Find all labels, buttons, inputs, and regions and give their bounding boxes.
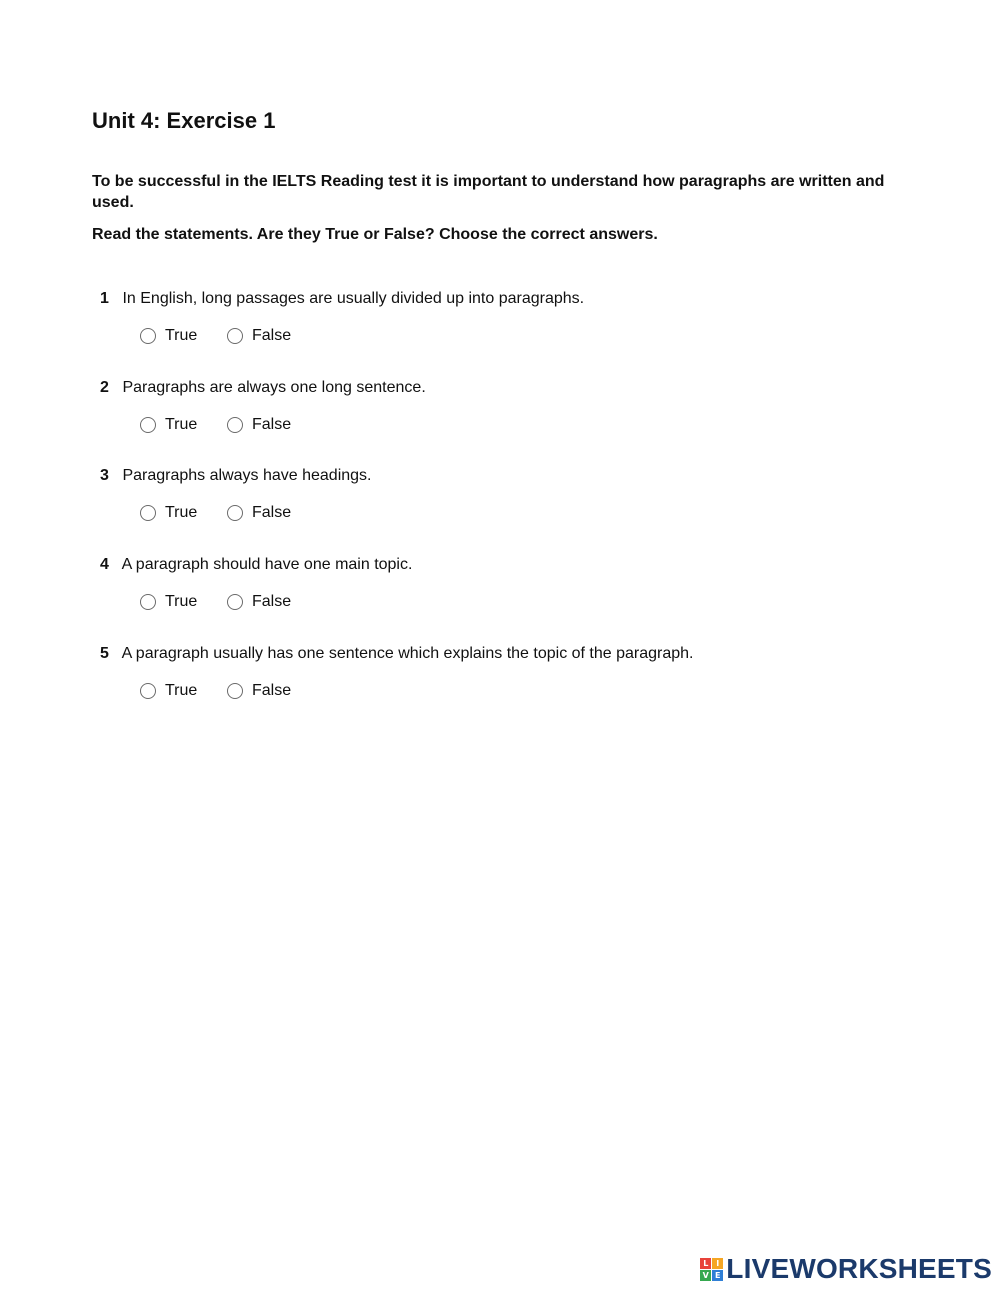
instruction-text: Read the statements. Are they True or False? Choose the correct answers. [92, 226, 658, 243]
logo-letter-v: V [700, 1270, 711, 1281]
question-1 [100, 288, 960, 348]
page-title: Unit 4: Exercise 1 [92, 108, 276, 133]
question-number: 4 [100, 556, 109, 573]
question-number: 3 [100, 467, 109, 484]
question-line [100, 465, 960, 487]
question-line [100, 288, 960, 310]
option-false[interactable] [227, 501, 291, 525]
intro-text: To be successful in the IELTS Reading test it is important to understand how paragraphs are written and used. [92, 173, 885, 211]
question-number: 2 [100, 379, 109, 396]
question-line [100, 377, 960, 399]
question-text: Paragraphs always have headings. [122, 467, 372, 484]
option-label: True [165, 682, 198, 699]
logo-letter-i: I [712, 1258, 723, 1269]
question-text: A paragraph usually has one sentence which explains the topic of the paragraph. [121, 645, 694, 662]
radio-button[interactable] [227, 328, 243, 344]
question-number: 1 [100, 290, 109, 307]
radio-button[interactable] [140, 594, 156, 610]
radio-button[interactable] [140, 683, 156, 699]
option-false[interactable] [227, 324, 291, 348]
radio-button[interactable] [227, 417, 243, 433]
liveworksheets-logo [700, 1253, 992, 1285]
logo-letter-l: L [700, 1258, 711, 1269]
option-true[interactable] [140, 324, 197, 348]
logo-mark-icon [700, 1258, 723, 1281]
radio-button[interactable] [140, 328, 156, 344]
option-label: False [252, 504, 292, 521]
question-line [100, 643, 960, 665]
option-true[interactable] [140, 679, 197, 703]
option-label: False [252, 416, 292, 433]
question-text: Paragraphs are always one long sentence. [122, 379, 426, 396]
question-text: In English, long passages are usually divided up into paragraphs. [122, 290, 585, 307]
radio-button[interactable] [227, 594, 243, 610]
answer-options [140, 501, 960, 525]
answer-options [140, 413, 960, 437]
question-line [100, 554, 960, 576]
answer-options [140, 324, 960, 348]
question-2 [100, 377, 960, 437]
option-label: True [165, 593, 198, 610]
option-false[interactable] [227, 413, 291, 437]
option-label: True [165, 416, 198, 433]
answer-options [140, 679, 960, 703]
radio-button[interactable] [140, 417, 156, 433]
question-number: 5 [100, 645, 109, 662]
logo-letter-e: E [712, 1270, 723, 1281]
question-5 [100, 643, 960, 703]
radio-button[interactable] [227, 683, 243, 699]
option-label: True [165, 327, 198, 344]
option-true[interactable] [140, 590, 197, 614]
option-label: False [252, 682, 292, 699]
option-label: False [252, 327, 292, 344]
radio-button[interactable] [140, 505, 156, 521]
question-4 [100, 554, 960, 614]
question-text: A paragraph should have one main topic. [121, 556, 413, 573]
option-true[interactable] [140, 501, 197, 525]
option-false[interactable] [227, 679, 291, 703]
option-true[interactable] [140, 413, 197, 437]
answer-options [140, 590, 960, 614]
option-label: False [252, 593, 292, 610]
logo-text: LIVEWORKSHEETS [726, 1253, 992, 1284]
radio-button[interactable] [227, 505, 243, 521]
question-3 [100, 465, 960, 525]
option-false[interactable] [227, 590, 291, 614]
option-label: True [165, 504, 198, 521]
